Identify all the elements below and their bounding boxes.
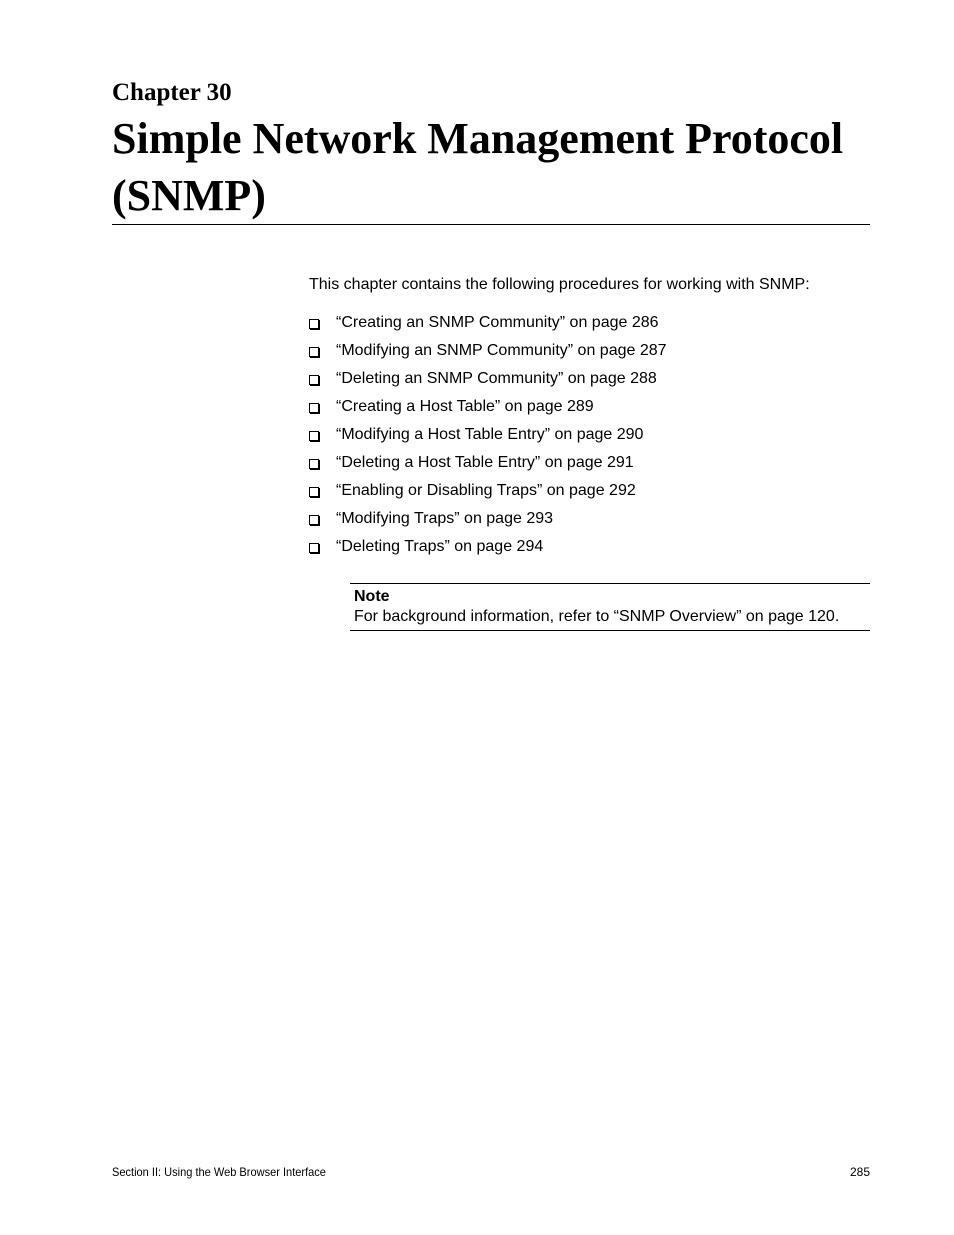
chapter-title: Simple Network Management Protocol (SNMP) (112, 114, 844, 220)
list-item (309, 425, 667, 453)
footer-section-title: Section II: Using the Web Browser Interface (112, 1165, 326, 1179)
square-bullet-icon (309, 459, 319, 469)
square-bullet-icon (309, 347, 319, 357)
procedure-link[interactable]: “Deleting an SNMP Community” on page 288 (336, 370, 657, 387)
square-bullet-icon (309, 543, 319, 553)
footer-page-number: 285 (849, 1165, 870, 1179)
title-rule (112, 224, 870, 225)
note-heading: Note (354, 588, 390, 605)
list-item (309, 341, 667, 369)
list-item (309, 313, 667, 341)
procedure-link[interactable]: “Deleting a Host Table Entry” on page 291 (336, 454, 634, 471)
list-item (309, 481, 667, 509)
procedure-link[interactable]: “Modifying a Host Table Entry” on page 290 (336, 426, 644, 443)
procedure-link[interactable]: “Deleting Traps” on page 294 (336, 538, 544, 555)
list-item (309, 537, 667, 565)
procedure-link[interactable]: “Creating an SNMP Community” on page 286 (336, 314, 659, 331)
list-item (309, 453, 667, 481)
square-bullet-icon (309, 487, 319, 497)
chapter-label: Chapter 30 (112, 79, 232, 106)
square-bullet-icon (309, 375, 319, 385)
procedure-list (309, 313, 667, 565)
intro-text: This chapter contains the following procedures for working with SNMP: (309, 276, 810, 293)
square-bullet-icon (309, 431, 319, 441)
square-bullet-icon (309, 403, 319, 413)
procedure-link[interactable]: “Creating a Host Table” on page 289 (336, 398, 594, 415)
list-item (309, 397, 667, 425)
square-bullet-icon (309, 319, 319, 329)
note-text[interactable]: For background information, refer to “SNMP Overview” on page 120. (354, 608, 840, 625)
list-item (309, 369, 667, 397)
note-box (350, 583, 870, 631)
list-item (309, 509, 667, 537)
square-bullet-icon (309, 515, 319, 525)
procedure-link[interactable]: “Modifying Traps” on page 293 (336, 510, 554, 527)
procedure-link[interactable]: “Modifying an SNMP Community” on page 287 (336, 342, 667, 359)
procedure-link[interactable]: “Enabling or Disabling Traps” on page 292 (336, 482, 636, 499)
